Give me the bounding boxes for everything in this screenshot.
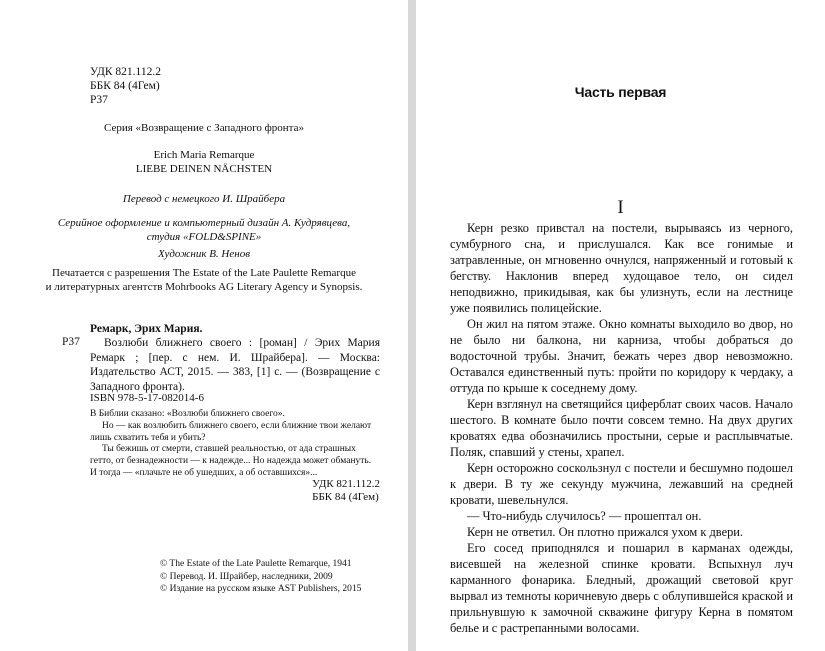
- annotation-paragraph: Но — как возлюбить ближнего своего, если ближние твои желают лишь схватить тебя и убить?: [90, 420, 372, 443]
- bbk-code: ББК 84 (4Гем): [90, 80, 160, 92]
- udk-footer: [312, 478, 380, 504]
- chapter-number: I: [617, 197, 624, 218]
- rights-notice: [0, 266, 408, 294]
- rights-line: Печатается с разрешения The Estate of the Late Paulette Remarque: [52, 267, 356, 279]
- udk-header: [90, 65, 161, 107]
- annotation-paragraph: Ты бежишь от смерти, ставшей реальностью, от ада страшных гетто, от безнадежности — к надежде... Но надежда может обмануть. И тогда — «плачьте не об ушедших, а об оставшихся»...: [90, 444, 372, 478]
- left-page: [0, 0, 408, 651]
- isbn: ISBN 978-5-17-082014-6: [90, 392, 204, 404]
- book-gutter: [408, 0, 416, 651]
- original-title: LIEBE DEINEN NÄCHSTEN: [135, 163, 273, 175]
- paragraph: Он жил на пятом этаже. Окно комнаты выходило во двор, но не было ни балкона, ни карниза, чтобы добраться до водосточной трубы. Значит, бежать через двор невозможно. Оставался единственный путь: пройти по коридору к чердаку, а оттуда по крыше к соседнему дому.: [450, 317, 793, 395]
- copyright-line: © The Estate of the Late Paulette Remarque, 1941: [160, 559, 352, 569]
- original-author: Erich Maria Remarque: [153, 149, 255, 161]
- udk-code: УДК 821.112.2: [90, 66, 161, 78]
- paragraph: Керн резко привстал на постели, вырываясь из черного, сумбурного сна, и прислушался. Как все гонимые и затравленные, он мгновенно очнулся, напряженный и готовый к бегству. Наклонив вперед худощавое тело, он сидел неподвижно, прикидывая, как бы улизнуть, если на лестнице уже появились полицейские.: [450, 221, 793, 315]
- copyright-line: © Перевод. И. Шрайбер, наследники, 2009: [160, 571, 333, 582]
- author-mark: Р37: [90, 94, 108, 106]
- catalog-text: Возлюби ближнего своего : [роман] / Эрих Мария Ремарк ; [пер. с нем. И. Шрайбера]. — Москва: Издательство АСТ, 2015. — 383, [1] с. — (Возвращение с Западного фронта).: [90, 337, 380, 393]
- paragraph: Керн взглянул на светящийся циферблат своих часов. Начало шестого. В комнате было почти совсем темно. На двух других кроватях едва обозначились простыни, серые и расплывчатые. Поляк, спавший у стены, храпел.: [450, 397, 793, 459]
- catalog-description: [90, 336, 380, 394]
- udk-code: УДК 821.112.2: [312, 478, 380, 490]
- copyright-line: © Издание на русском языке AST Publishers, 2015: [160, 584, 362, 594]
- original-credits: [0, 148, 408, 176]
- rights-line: и литературных агентств Mohrbooks AG Literary Agency и Synopsis.: [45, 281, 363, 293]
- body-text: [450, 220, 793, 636]
- part-title: Часть первая: [574, 84, 667, 100]
- copyright-block: [160, 558, 361, 596]
- annotation-paragraph: В Библии сказано: «Возлюби ближнего своего».: [90, 409, 285, 419]
- series-line: Серия «Возвращение с Западного фронта»: [103, 122, 305, 134]
- design-credit: [0, 216, 408, 244]
- translator-credit: Перевод с немецкого И. Шрайбера: [122, 193, 286, 205]
- paragraph: — Что-нибудь случилось? — прошептал он.: [467, 509, 702, 523]
- paragraph: Керн осторожно соскользнул с постели и бесшумно подошел к двери. В ту же секунду мужчина, лежавший на средней кровати, шевельнулся.: [450, 461, 793, 507]
- right-page: [416, 0, 825, 651]
- design-line: студия «FOLD&SPINE»: [146, 231, 262, 243]
- annotation: [90, 409, 380, 480]
- paragraph: Его сосед приподнялся и пошарил в карманах одежды, висевшей на железной спинке кровати. Вспыхнул луч карманного фонарика. Бледный, дрожащий световой круг вырвал из темноты коричневую дверь с облупившейся краской и прильнувшую к замочной скважине фигуру Керна в помятом белье и с растрепанными волосами.: [450, 541, 793, 635]
- bbk-code: ББК 84 (4Гем): [312, 491, 379, 503]
- catalog-code: Р37: [62, 336, 80, 348]
- catalog-author: Ремарк, Эрих Мария.: [90, 323, 203, 335]
- artist-credit: Художник В. Ненов: [157, 248, 250, 260]
- paragraph: Керн не ответил. Он плотно прижался ухом к двери.: [467, 525, 743, 539]
- design-line: Серийное оформление и компьютерный дизайн А. Кудрявцева,: [57, 217, 351, 229]
